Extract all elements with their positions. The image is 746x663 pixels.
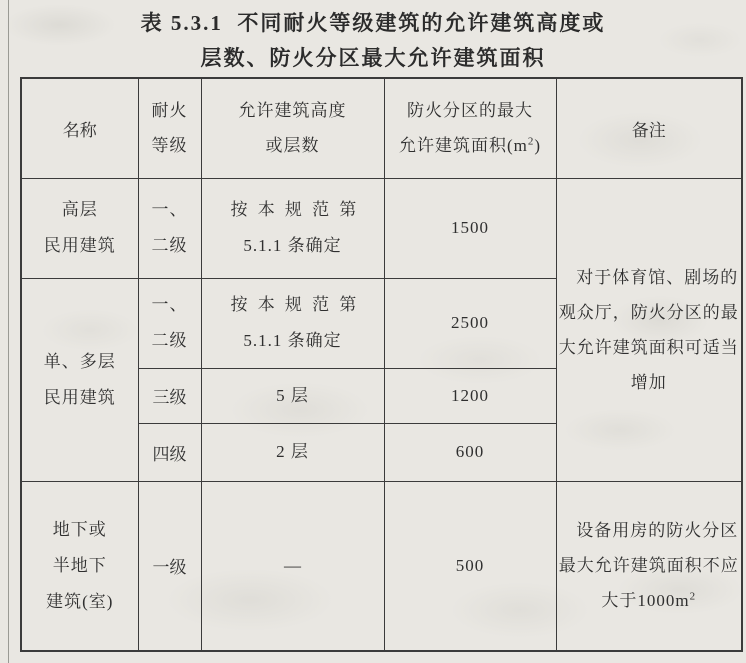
cell-highrise-name-line2: 民用建筑: [43, 236, 116, 255]
header-row: [21, 78, 742, 178]
header-fire-grade: [138, 78, 201, 178]
cell-multilayer-height3: 5 层: [201, 368, 384, 423]
cell-highrise-height-line1: 按本规范第: [230, 200, 367, 219]
cell-multilayer-height12-line1: 按本规范第: [230, 295, 367, 314]
cell-multilayer-grade3: 三级: [138, 368, 201, 423]
cell-highrise-area: 1500: [384, 178, 556, 278]
cell-highrise-grade: [138, 178, 201, 278]
remark-equipment-rooms-text: 设备用房的防火分区最大允许建筑面积不应大于$1000m^2$: [558, 521, 739, 611]
cell-multilayer-area3: 1200: [384, 368, 556, 423]
table-row-highrise: [21, 178, 742, 278]
cell-multilayer-height4: 2 层: [201, 423, 384, 481]
header-name: 名称: [21, 78, 138, 178]
cell-highrise-height: [201, 178, 384, 278]
cell-multilayer-area4: 600: [384, 423, 556, 481]
cell-multilayer-grade4: 四级: [138, 423, 201, 481]
cell-underground-name-line3: 建筑(室): [46, 591, 114, 611]
header-max-area: [384, 78, 556, 178]
cell-underground-grade: 一级: [138, 481, 201, 651]
cell-multilayer-grade12-line2: 二级: [151, 331, 188, 350]
cell-highrise-name-line1: 高层: [61, 200, 98, 219]
cell-multilayer-height12: [201, 278, 384, 368]
cell-underground-area: 500: [384, 481, 556, 651]
cell-multilayer-name-line2: 民用建筑: [43, 387, 116, 407]
table-title-line1: 表 5.3.1 不同耐火等级建筑的允许建筑高度或: [140, 11, 606, 35]
cell-multilayer-name: [21, 278, 138, 481]
cell-highrise-grade-line2: 二级: [151, 236, 188, 255]
cell-multilayer-grade12: [138, 278, 201, 368]
header-fire-grade-line1: 耐火: [151, 101, 188, 121]
cell-remark-equipment-rooms: [556, 481, 742, 651]
cell-multilayer-name-line1: 单、多层: [43, 351, 116, 371]
cell-highrise-name: [21, 178, 138, 278]
header-allowed-height-line2: 或层数: [265, 136, 320, 156]
header-allowed-height: [201, 78, 384, 178]
header-fire-grade-line2: 等级: [151, 136, 188, 156]
header-remarks: 备注: [556, 78, 742, 178]
cell-underground-name: [21, 481, 138, 651]
page-scan-edge-line: [8, 0, 9, 663]
cell-multilayer-height12-line2: 5.1.1 条确定: [243, 331, 342, 350]
square-meter-sup: 2: [689, 590, 697, 603]
table-row-underground: [21, 481, 742, 651]
header-allowed-height-line1: 允许建筑高度: [238, 101, 347, 121]
cell-multilayer-grade12-line1: 一、: [151, 295, 188, 314]
fire-resistance-table: [20, 77, 743, 652]
cell-highrise-grade-line1: 一、: [151, 200, 188, 219]
cell-multilayer-area12: 2500: [384, 278, 556, 368]
table-title: [0, 10, 746, 71]
cell-remark-civil-buildings: [556, 178, 742, 481]
square-meter-sup: 2: [527, 135, 535, 148]
cell-underground-name-line2: 半地下: [52, 555, 107, 575]
cell-underground-height: —: [201, 481, 384, 651]
header-max-area-line2: 允许建筑面积$(m^2)$: [398, 135, 542, 156]
cell-highrise-height-line2: 5.1.1 条确定: [243, 236, 342, 255]
table-title-line2: 层数、防火分区最大允许建筑面积: [200, 46, 546, 70]
header-max-area-line1: 防火分区的最大: [407, 101, 533, 121]
remark-civil-buildings-text: 对于体育馆、剧场的观众厅，防火分区的最大允许建筑面积可适当增加: [558, 267, 739, 392]
cell-underground-name-line1: 地下或: [52, 519, 107, 539]
